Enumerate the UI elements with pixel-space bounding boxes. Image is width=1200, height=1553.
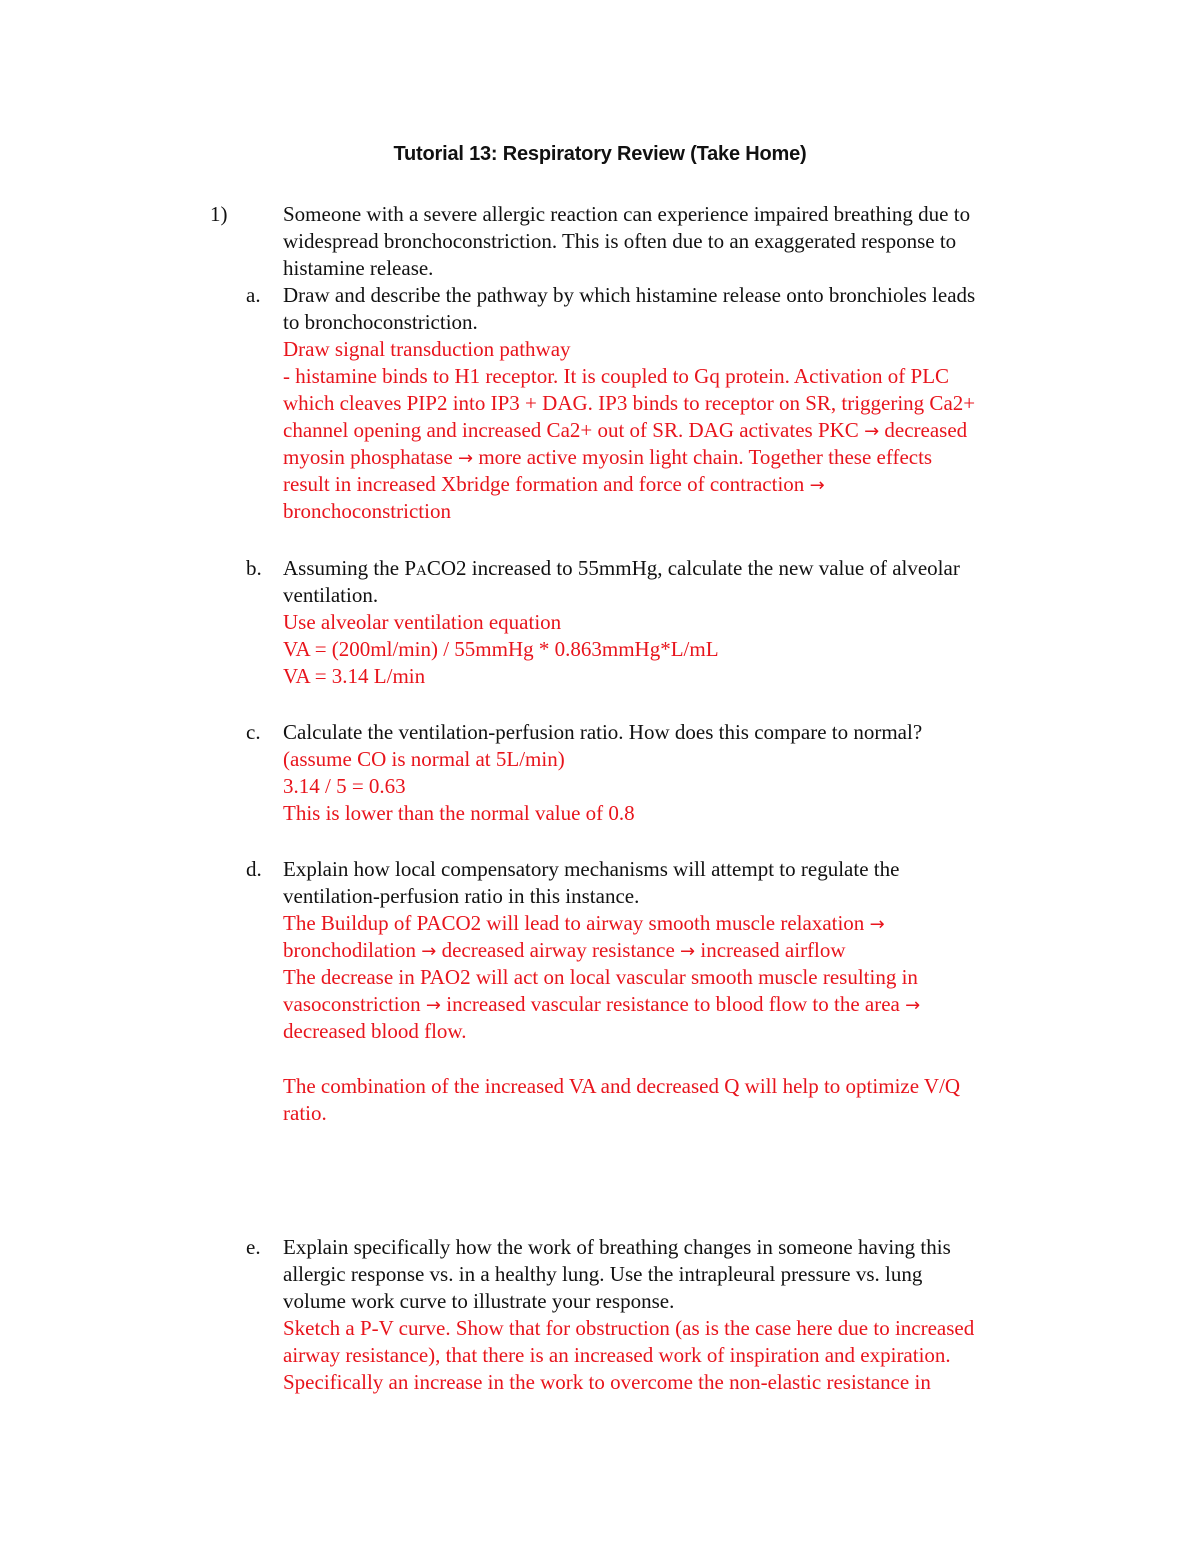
subquestion-b-text bbox=[283, 555, 960, 585]
answer-d-text: vasoconstriction bbox=[283, 992, 421, 1016]
subquestion-b-text: ventilation. bbox=[283, 583, 379, 607]
answer-d-text: increased airflow bbox=[700, 938, 846, 962]
answer-a-line: Draw signal transduction pathway bbox=[283, 337, 571, 361]
subquestion-e-text: Explain specifically how the work of breathing changes in someone having this bbox=[283, 1235, 951, 1259]
answer-c-line: (assume CO is normal at 5L/min) bbox=[283, 747, 565, 771]
answer-d-line: ratio. bbox=[283, 1101, 327, 1125]
answer-c-line: 3.14 / 5 = 0.63 bbox=[283, 774, 406, 798]
question-text-line: Someone with a severe allergic reaction can experience impaired breathing due to bbox=[283, 202, 971, 226]
subquestion-a-text: to bronchoconstriction. bbox=[283, 310, 478, 334]
subquestion-b-text-part: Assuming the P bbox=[283, 556, 417, 580]
arrow-right-icon: → bbox=[869, 914, 885, 935]
answer-a-text: myosin phosphatase bbox=[283, 445, 453, 469]
subquestion-letter-a: a. bbox=[246, 283, 261, 307]
subquestion-d-text: Explain how local compensatory mechanisms will attempt to regulate the bbox=[283, 857, 900, 881]
answer-d-text: bronchodilation bbox=[283, 938, 416, 962]
subquestion-letter-e: e. bbox=[246, 1235, 261, 1259]
arrow-right-icon: → bbox=[905, 995, 921, 1016]
answer-a-line bbox=[283, 444, 932, 472]
answer-a-text: channel opening and increased Ca2+ out of SR. DAG activates PKC bbox=[283, 418, 859, 442]
answer-b-line: Use alveolar ventilation equation bbox=[283, 610, 562, 634]
subquestion-d-text: ventilation-perfusion ratio in this instance. bbox=[283, 884, 640, 908]
arrow-right-icon: → bbox=[809, 475, 825, 496]
answer-e-line: airway resistance), that there is an increased work of inspiration and expiration. bbox=[283, 1343, 951, 1367]
answer-d-line bbox=[283, 991, 920, 1019]
answer-d-line: decreased blood flow. bbox=[283, 1019, 467, 1043]
answer-a-line: - histamine binds to H1 receptor. It is coupled to Gq protein. Activation of PLC bbox=[283, 364, 950, 388]
question-number: 1) bbox=[210, 202, 228, 226]
answer-b-line: VA = 3.14 L/min bbox=[283, 664, 426, 688]
subscript-a: A bbox=[416, 563, 427, 579]
answer-a-text: decreased bbox=[884, 418, 968, 442]
answer-d-text: The Buildup of PACO2 will lead to airway smooth muscle relaxation bbox=[283, 911, 865, 935]
answer-b-line: VA = (200ml/min) / 55mmHg * 0.863mmHg*L/mL bbox=[283, 637, 719, 661]
answer-d-line: The decrease in PAO2 will act on local vascular smooth muscle resulting in bbox=[283, 965, 918, 989]
answer-a-line: which cleaves PIP2 into IP3 + DAG. IP3 binds to receptor on SR, triggering Ca2+ bbox=[283, 391, 976, 415]
answer-d-line bbox=[283, 910, 885, 938]
subquestion-letter-b: b. bbox=[246, 556, 262, 580]
subquestion-b-text-part: CO2 increased to 55mmHg, calculate the new value of alveolar bbox=[426, 556, 960, 580]
arrow-right-icon: → bbox=[421, 941, 437, 962]
answer-d-text: decreased airway resistance bbox=[441, 938, 675, 962]
answer-e-line: Specifically an increase in the work to overcome the non-elastic resistance in bbox=[283, 1370, 931, 1394]
answer-a-line bbox=[283, 471, 825, 499]
subquestion-a-text: Draw and describe the pathway by which histamine release onto bronchioles leads bbox=[283, 283, 976, 307]
arrow-right-icon: → bbox=[680, 941, 696, 962]
answer-a-text: result in increased Xbridge formation and force of contraction bbox=[283, 472, 805, 496]
answer-a-text: more active myosin light chain. Together these effects bbox=[478, 445, 933, 469]
subquestion-letter-d: d. bbox=[246, 857, 262, 881]
answer-a-line bbox=[283, 417, 967, 445]
arrow-right-icon: → bbox=[457, 448, 474, 469]
answer-d-text: increased vascular resistance to blood flow to the area bbox=[446, 992, 900, 1016]
subquestion-e-text: allergic response vs. in a healthy lung. Use the intrapleural pressure vs. lung bbox=[283, 1262, 923, 1286]
answer-d-line: The combination of the increased VA and decreased Q will help to optimize V/Q bbox=[283, 1074, 961, 1098]
arrow-right-icon: → bbox=[425, 995, 441, 1016]
page-title: Tutorial 13: Respiratory Review (Take Home) bbox=[393, 143, 807, 165]
arrow-right-icon: → bbox=[864, 421, 880, 442]
answer-a-line: bronchoconstriction bbox=[283, 499, 451, 523]
answer-c-line: This is lower than the normal value of 0.8 bbox=[283, 801, 635, 825]
subquestion-letter-c: c. bbox=[246, 720, 261, 744]
answer-e-line: Sketch a P-V curve. Show that for obstruction (as is the case here due to increased bbox=[283, 1316, 975, 1340]
answer-d-line bbox=[283, 937, 846, 965]
subquestion-e-text: volume work curve to illustrate your response. bbox=[283, 1289, 675, 1313]
subquestion-c-text: Calculate the ventilation-perfusion ratio. How does this compare to normal? bbox=[283, 720, 923, 744]
question-text-line: histamine release. bbox=[283, 256, 434, 280]
question-text-line: widespread bronchoconstriction. This is often due to an exaggerated response to bbox=[283, 229, 957, 253]
